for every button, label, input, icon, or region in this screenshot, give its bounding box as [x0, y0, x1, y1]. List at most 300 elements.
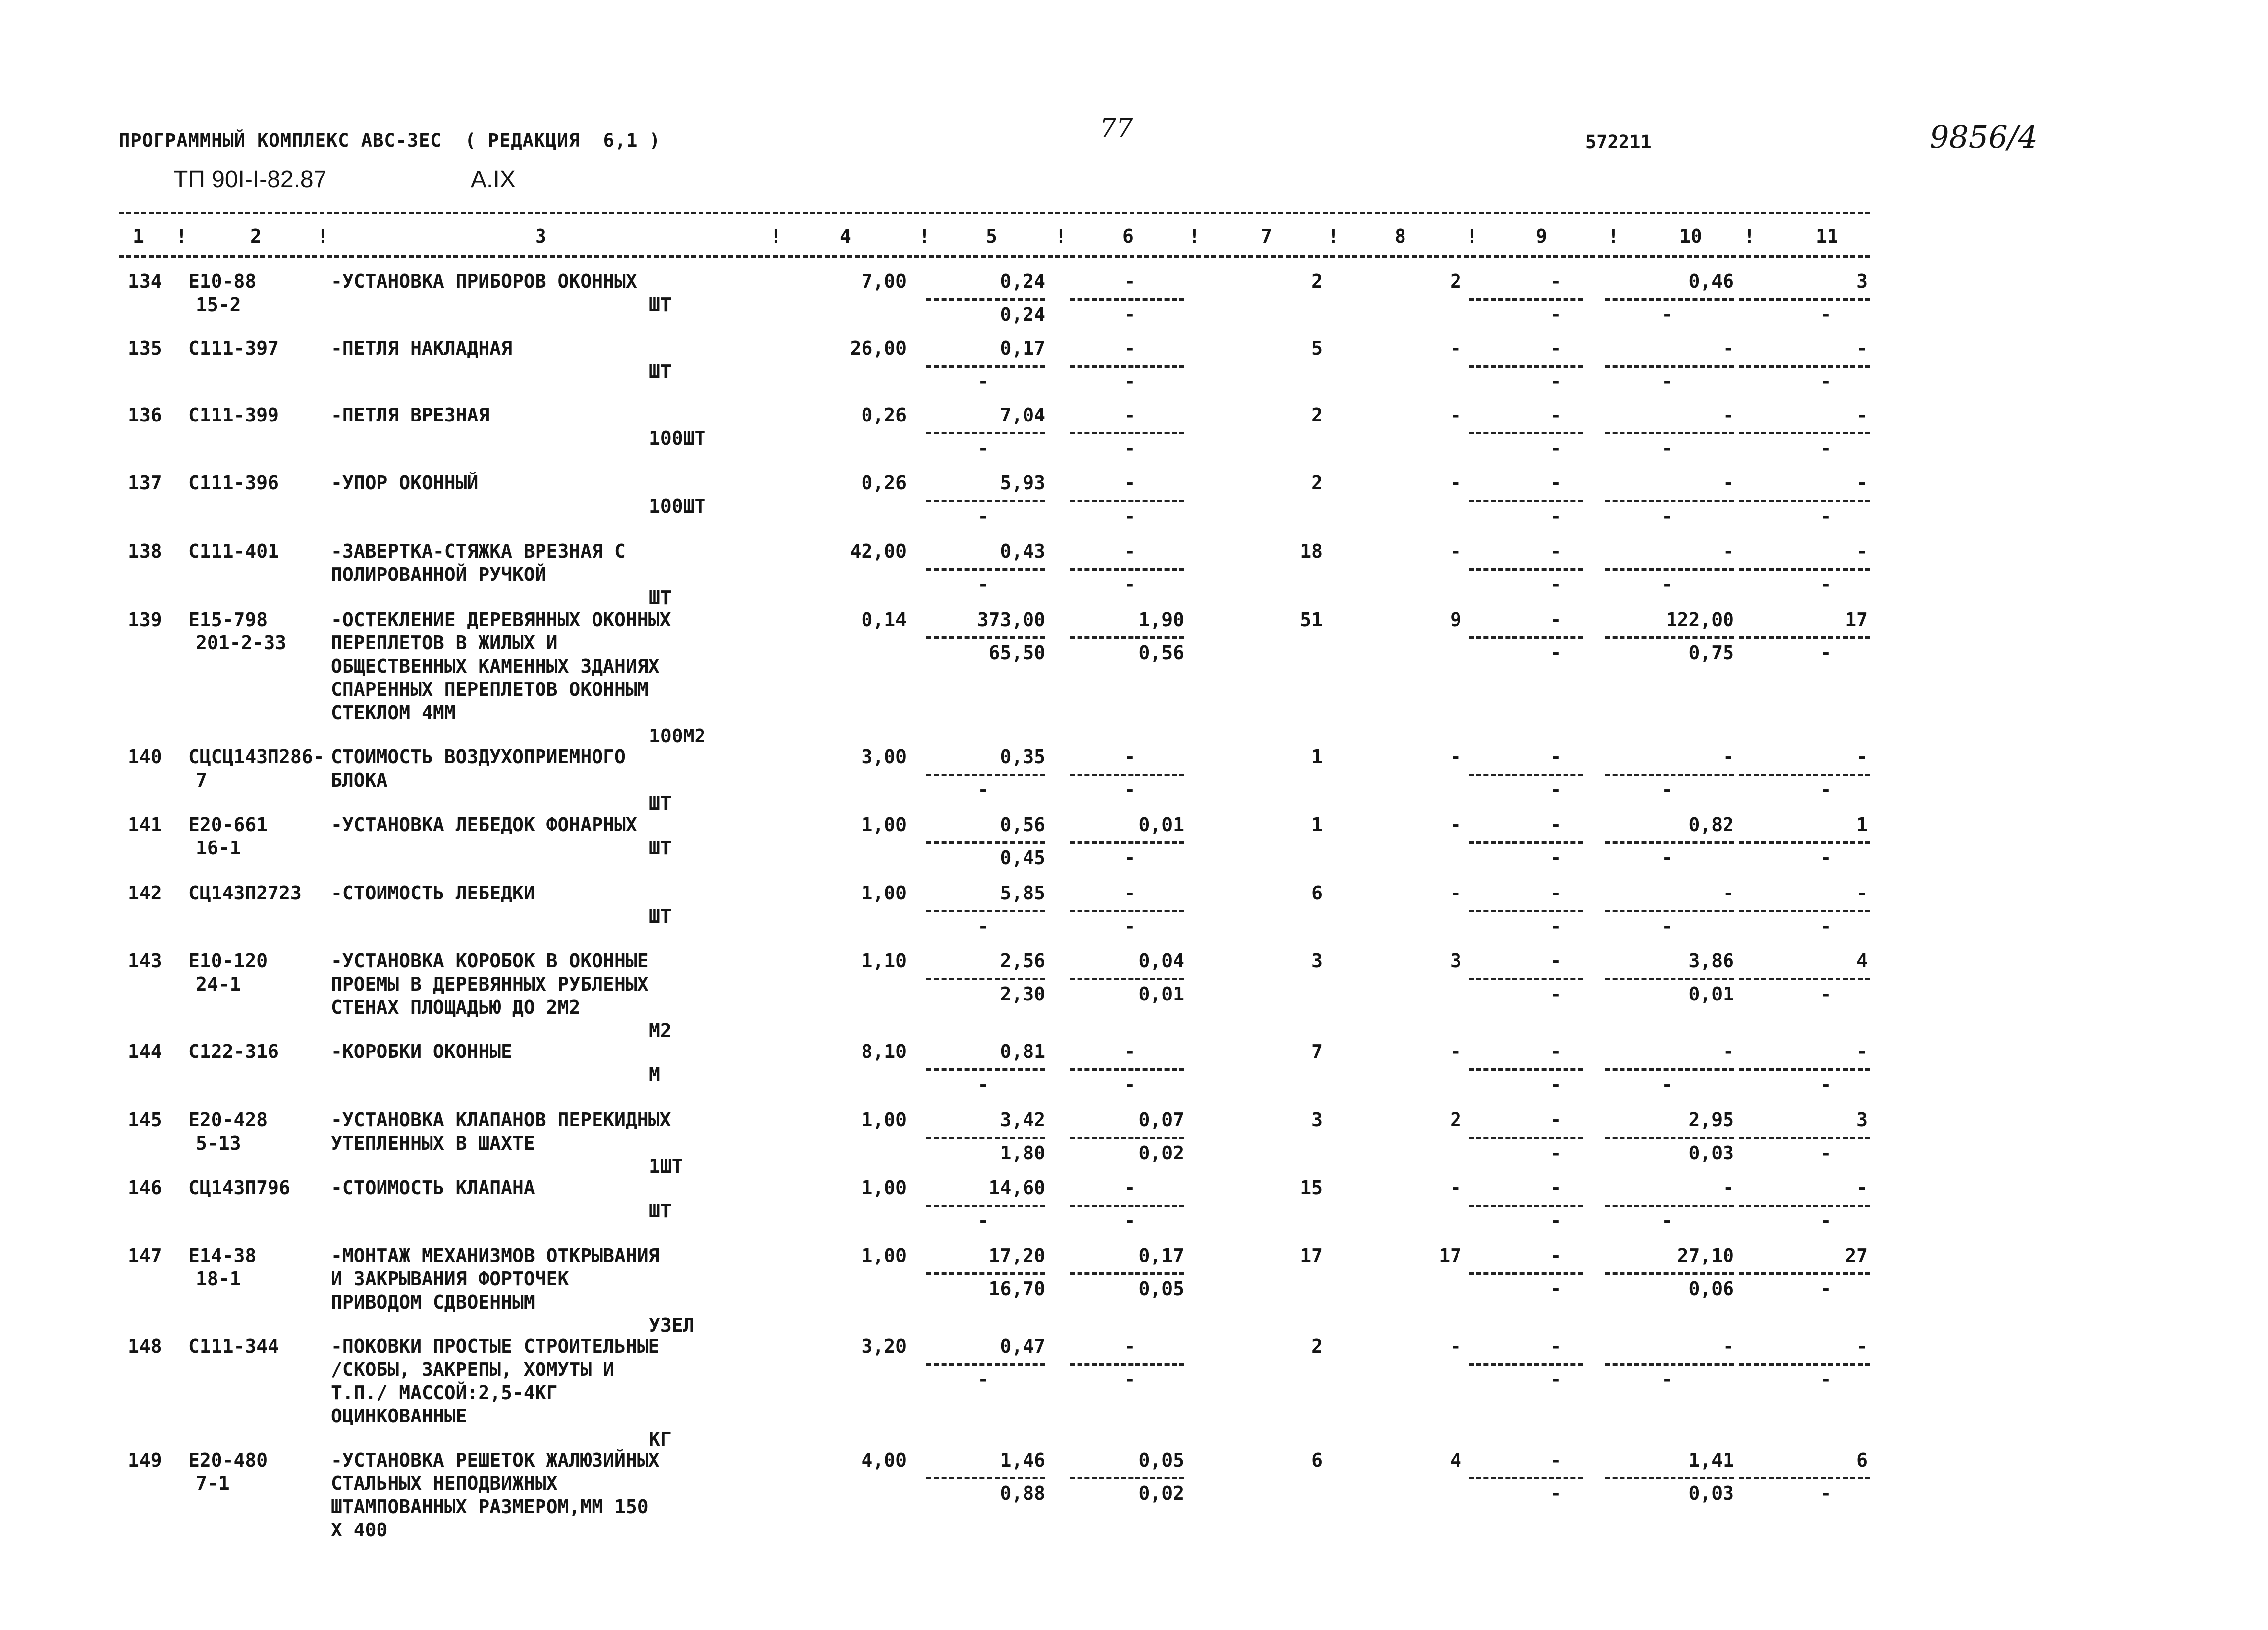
value-c10-bottom: 0,03 [1688, 1482, 1734, 1504]
value-c11-bottom: - [1820, 847, 1832, 869]
value-c6-bottom: 0,56 [1138, 642, 1184, 664]
value-c9-bottom: - [1550, 304, 1562, 325]
value-c6-top: - [1124, 270, 1135, 292]
value-c5-top: 0,56 [1000, 814, 1045, 836]
subtotal-underline [926, 910, 1045, 912]
value-c11-bottom: - [1820, 1142, 1832, 1164]
subtotal-underline [1469, 636, 1583, 639]
work-description: ШТАМПОВАННЫХ РАЗМЕРОМ,ММ 150 [331, 1496, 648, 1518]
rate-code: 7-1 [196, 1472, 230, 1494]
value-c7: 18 [1300, 540, 1323, 562]
value-c6-bottom: - [1124, 304, 1135, 325]
column-number: 7 [1261, 225, 1272, 247]
subtotal-underline [1469, 568, 1583, 571]
value-c7: 1 [1311, 814, 1323, 836]
subtotal-underline [1739, 636, 1870, 639]
value-c9-bottom: - [1550, 779, 1562, 801]
value-c11-bottom: - [1820, 779, 1832, 801]
subtotal-underline [1605, 1068, 1734, 1071]
row-number: 139 [128, 609, 162, 631]
value-c6-top: - [1124, 882, 1135, 904]
subtotal-underline [926, 1068, 1045, 1071]
column-number: 10 [1679, 225, 1702, 247]
value-c9-bottom: - [1550, 1142, 1562, 1164]
value-c7: 3 [1311, 1109, 1323, 1131]
value-c4: 1,00 [861, 1245, 907, 1266]
value-c9-bottom: - [1550, 847, 1562, 869]
value-c11-bottom: - [1820, 574, 1832, 595]
work-description: ПОЛИРОВАННОЙ РУЧКОЙ [331, 564, 546, 585]
subtotal-underline [1739, 1363, 1870, 1366]
unit-of-measure: 100ШТ [649, 427, 706, 449]
subtotal-underline [1605, 298, 1734, 301]
work-description: -УСТАНОВКА ЛЕБЕДОК ФОНАРНЫХ [331, 814, 637, 836]
value-c9-bottom: - [1550, 1210, 1562, 1232]
rate-code: Е14-38 [188, 1245, 257, 1266]
subtotal-underline [1070, 1137, 1184, 1139]
value-c9-bottom: - [1550, 1074, 1562, 1096]
value-c5-top: 1,46 [1000, 1449, 1045, 1471]
subtotal-underline [926, 365, 1045, 368]
value-c10-top: - [1723, 472, 1734, 494]
value-c9-bottom: - [1550, 1482, 1562, 1504]
subtotal-underline [1070, 298, 1184, 301]
subtotal-underline [1469, 1272, 1583, 1275]
subtotal-underline [1070, 910, 1184, 912]
subtotal-underline [1605, 365, 1734, 368]
value-c4: 1,10 [861, 950, 907, 972]
subtotal-underline [1070, 978, 1184, 980]
value-c11-bottom: - [1820, 983, 1832, 1005]
value-c7: 2 [1311, 404, 1323, 426]
subtotal-underline [1739, 365, 1870, 368]
table-top-rule [119, 212, 1870, 214]
value-c7: 2 [1311, 1335, 1323, 1357]
subtotal-underline [1739, 910, 1870, 912]
value-c7: 2 [1311, 472, 1323, 494]
value-c10-bottom: - [1661, 847, 1673, 869]
work-description: ПРИВОДОМ СДВОЕННЫМ [331, 1291, 535, 1313]
work-description: -УСТАНОВКА КОРОБОК В ОКОННЫЕ [331, 950, 648, 972]
value-c10-bottom: - [1661, 915, 1673, 937]
work-description: -СТОИМОСТЬ ЛЕБЕДКИ [331, 882, 535, 904]
value-c11-top: 1 [1856, 814, 1868, 836]
subtotal-underline [926, 1205, 1045, 1207]
rate-code: СЦСЦ143П286- [188, 746, 324, 768]
rate-code: 15-2 [196, 294, 241, 315]
value-c5-bottom: - [977, 1368, 989, 1390]
work-description: -ПЕТЛЯ ВРЕЗНАЯ [331, 404, 490, 426]
unit-of-measure: ШТ [649, 361, 672, 382]
subtotal-underline [1469, 1068, 1583, 1071]
value-c7: 6 [1311, 882, 1323, 904]
value-c10-bottom: - [1661, 505, 1673, 527]
row-number: 140 [128, 746, 162, 768]
value-c11-top: 3 [1856, 1109, 1868, 1131]
value-c11-top: 27 [1845, 1245, 1868, 1266]
work-description: СТЕНАХ ПЛОЩАДЬЮ ДО 2М2 [331, 997, 581, 1018]
rate-code: Е15-798 [188, 609, 268, 631]
value-c4: 1,00 [861, 1109, 907, 1131]
value-c4: 7,00 [861, 270, 907, 292]
value-c10-top: - [1723, 540, 1734, 562]
subtotal-underline [1469, 298, 1583, 301]
rate-code: 24-1 [196, 973, 241, 995]
work-description: И ЗАКРЫВАНИЯ ФОРТОЧЕК [331, 1268, 569, 1290]
value-c10-top: 122,00 [1666, 609, 1734, 631]
column-number: 11 [1816, 225, 1838, 247]
subtotal-underline [1469, 910, 1583, 912]
value-c9-top: - [1550, 1449, 1562, 1471]
column-separator: ! [1608, 225, 1619, 247]
value-c8: - [1450, 472, 1461, 494]
value-c11-top: 4 [1856, 950, 1868, 972]
value-c6-bottom: 0,01 [1138, 983, 1184, 1005]
column-separator: ! [1328, 225, 1339, 247]
subtotal-underline [1605, 910, 1734, 912]
value-c9-top: - [1550, 1109, 1562, 1131]
value-c5-top: 5,93 [1000, 472, 1045, 494]
value-c9-bottom: - [1550, 574, 1562, 595]
value-c10-top: - [1723, 1041, 1734, 1062]
subtotal-underline [926, 500, 1045, 502]
subtotal-underline [1739, 1477, 1870, 1479]
subtotal-underline [1605, 774, 1734, 776]
value-c6-bottom: - [1124, 915, 1135, 937]
value-c6-bottom: - [1124, 505, 1135, 527]
value-c6-bottom: 0,05 [1138, 1278, 1184, 1300]
subtotal-underline [1070, 365, 1184, 368]
value-c5-bottom: 0,88 [1000, 1482, 1045, 1504]
column-number: 3 [535, 225, 546, 247]
value-c9-bottom: - [1550, 1368, 1562, 1390]
value-c11-top: - [1856, 540, 1868, 562]
unit-of-measure: М2 [649, 1020, 672, 1042]
value-c8: - [1450, 814, 1461, 836]
value-c8: - [1450, 337, 1461, 359]
album-number: A.IX [471, 166, 516, 193]
subtotal-underline [1070, 1272, 1184, 1275]
value-c5-bottom: 2,30 [1000, 983, 1045, 1005]
value-c6-bottom: - [1124, 1074, 1135, 1096]
value-c9-top: - [1550, 1335, 1562, 1357]
rate-code: Е10-120 [188, 950, 268, 972]
value-c9-bottom: - [1550, 1278, 1562, 1300]
value-c5-top: 3,42 [1000, 1109, 1045, 1131]
value-c6-top: - [1124, 404, 1135, 426]
value-c10-top: - [1723, 404, 1734, 426]
value-c11-bottom: - [1820, 304, 1832, 325]
subtotal-underline [1469, 841, 1583, 844]
value-c11-top: - [1856, 882, 1868, 904]
unit-of-measure: ШТ [649, 837, 672, 859]
value-c8: 17 [1439, 1245, 1461, 1266]
value-c10-top: - [1723, 1177, 1734, 1199]
subtotal-underline [1070, 1068, 1184, 1071]
work-description: -МОНТАЖ МЕХАНИЗМОВ ОТКРЫВАНИЯ [331, 1245, 660, 1266]
work-description: ПЕРЕПЛЕТОВ В ЖИЛЫХ И [331, 632, 558, 654]
work-description: Т.П./ МАССОЙ:2,5-4КГ [331, 1382, 558, 1404]
subtotal-underline [1070, 1477, 1184, 1479]
unit-of-measure: КГ [649, 1428, 672, 1450]
value-c8: 9 [1450, 609, 1461, 631]
column-separator: ! [1466, 225, 1478, 247]
value-c7: 6 [1311, 1449, 1323, 1471]
value-c5-bottom: 0,45 [1000, 847, 1045, 869]
subtotal-underline [1070, 636, 1184, 639]
unit-of-measure: 100ШТ [649, 495, 706, 517]
column-number: 9 [1536, 225, 1547, 247]
work-description: -СТОИМОСТЬ КЛАПАНА [331, 1177, 535, 1199]
unit-of-measure: УЗЕЛ [649, 1315, 695, 1336]
subtotal-underline [926, 978, 1045, 980]
value-c9-bottom: - [1550, 437, 1562, 459]
rate-code: Е10-88 [188, 270, 257, 292]
value-c4: 42,00 [850, 540, 907, 562]
work-description: -ПЕТЛЯ НАКЛАДНАЯ [331, 337, 513, 359]
subtotal-underline [926, 568, 1045, 571]
column-number: 5 [986, 225, 997, 247]
value-c8: - [1450, 746, 1461, 768]
subtotal-underline [1739, 774, 1870, 776]
row-number: 135 [128, 337, 162, 359]
value-c5-top: 7,04 [1000, 404, 1045, 426]
row-number: 142 [128, 882, 162, 904]
value-c6-bottom: - [1124, 847, 1135, 869]
subtotal-underline [1605, 432, 1734, 434]
value-c7: 2 [1311, 270, 1323, 292]
value-c9-bottom: - [1550, 983, 1562, 1005]
subtotal-underline [1739, 568, 1870, 571]
rate-code: 7 [196, 769, 207, 791]
rate-code: С111-396 [188, 472, 279, 494]
value-c10-bottom: 0,01 [1688, 983, 1734, 1005]
subtotal-underline [926, 841, 1045, 844]
rate-code: 201-2-33 [196, 632, 287, 654]
value-c11-bottom: - [1820, 1074, 1832, 1096]
unit-of-measure: 100М2 [649, 725, 706, 747]
unit-of-measure: 1ШТ [649, 1156, 683, 1177]
rate-code: СЦ143П2723 [188, 882, 302, 904]
value-c5-top: 14,60 [988, 1177, 1045, 1199]
value-c7: 1 [1311, 746, 1323, 768]
row-number: 143 [128, 950, 162, 972]
value-c5-bottom: 0,24 [1000, 304, 1045, 325]
value-c6-bottom: - [1124, 437, 1135, 459]
value-c5-top: 0,35 [1000, 746, 1045, 768]
value-c5-top: 0,47 [1000, 1335, 1045, 1357]
value-c9-top: - [1550, 540, 1562, 562]
value-c5-bottom: - [977, 505, 989, 527]
value-c6-bottom: - [1124, 370, 1135, 392]
rate-code: С122-316 [188, 1041, 279, 1062]
subtotal-underline [1739, 1272, 1870, 1275]
value-c9-bottom: - [1550, 505, 1562, 527]
value-c5-top: 0,24 [1000, 270, 1045, 292]
row-number: 149 [128, 1449, 162, 1471]
value-c11-top: - [1856, 1177, 1868, 1199]
rate-code: 5-13 [196, 1132, 241, 1154]
subtotal-underline [1469, 1137, 1583, 1139]
value-c5-bottom: - [977, 915, 989, 937]
row-number: 141 [128, 814, 162, 836]
value-c7: 15 [1300, 1177, 1323, 1199]
work-description: -ЗАВЕРТКА-СТЯЖКА ВРЕЗНАЯ С [331, 540, 626, 562]
value-c11-top: - [1856, 746, 1868, 768]
work-description: СПАРЕННЫХ ПЕРЕПЛЕТОВ ОКОННЫМ [331, 679, 648, 700]
column-separator: ! [919, 225, 930, 247]
value-c8: 2 [1450, 270, 1461, 292]
handwritten-reference: 9856/4 [1930, 119, 2038, 155]
subtotal-underline [1605, 841, 1734, 844]
value-c6-top: - [1124, 472, 1135, 494]
value-c6-bottom: - [1124, 1210, 1135, 1232]
value-c6-bottom: 0,02 [1138, 1142, 1184, 1164]
value-c8: - [1450, 1041, 1461, 1062]
column-number: 2 [250, 225, 262, 247]
value-c6-bottom: - [1124, 574, 1135, 595]
value-c9-top: - [1550, 609, 1562, 631]
work-description: СТАЛЬНЫХ НЕПОДВИЖНЫХ [331, 1472, 558, 1494]
value-c11-top: 17 [1845, 609, 1868, 631]
subtotal-underline [1605, 978, 1734, 980]
value-c11-bottom: - [1820, 505, 1832, 527]
value-c9-top: - [1550, 1245, 1562, 1266]
subtotal-underline [1070, 774, 1184, 776]
value-c6-bottom: - [1124, 1368, 1135, 1390]
subtotal-underline [1605, 636, 1734, 639]
value-c6-top: - [1124, 1335, 1135, 1357]
column-separator: ! [770, 225, 782, 247]
subtotal-underline [1605, 1477, 1734, 1479]
value-c6-top: 0,04 [1138, 950, 1184, 972]
value-c4: 1,00 [861, 1177, 907, 1199]
value-c9-top: - [1550, 472, 1562, 494]
value-c5-bottom: 1,80 [1000, 1142, 1045, 1164]
work-description: БЛОКА [331, 769, 388, 791]
rate-code: 16-1 [196, 837, 241, 859]
row-number: 136 [128, 404, 162, 426]
value-c7: 5 [1311, 337, 1323, 359]
subtotal-underline [926, 636, 1045, 639]
column-number: 6 [1122, 225, 1134, 247]
subtotal-underline [1605, 568, 1734, 571]
value-c9-top: - [1550, 746, 1562, 768]
value-c6-top: 0,07 [1138, 1109, 1184, 1131]
value-c5-bottom: - [977, 779, 989, 801]
rate-code: С111-344 [188, 1335, 279, 1357]
work-description: ОЦИНКОВАННЫЕ [331, 1405, 467, 1427]
subtotal-underline [1605, 1363, 1734, 1366]
subtotal-underline [926, 432, 1045, 434]
value-c10-top: 0,82 [1688, 814, 1734, 836]
subtotal-underline [926, 774, 1045, 776]
value-c11-bottom: - [1820, 1368, 1832, 1390]
work-description: -УСТАНОВКА ПРИБОРОВ ОКОННЫХ [331, 270, 637, 292]
value-c11-bottom: - [1820, 1278, 1832, 1300]
value-c10-top: 3,86 [1688, 950, 1734, 972]
value-c5-bottom: - [977, 1210, 989, 1232]
program-title: ПРОГРАММНЫЙ КОМПЛЕКС АВС-ЗЕС ( РЕДАКЦИЯ 6,1 ) [119, 130, 661, 151]
value-c9-top: - [1550, 270, 1562, 292]
value-c10-bottom: - [1661, 437, 1673, 459]
value-c8: - [1450, 404, 1461, 426]
row-number: 147 [128, 1245, 162, 1266]
unit-of-measure: ШТ [649, 1200, 672, 1222]
work-description: -УСТАНОВКА КЛАПАНОВ ПЕРЕКИДНЫХ [331, 1109, 671, 1131]
row-number: 137 [128, 472, 162, 494]
work-description: -УПОР ОКОННЫЙ [331, 472, 479, 494]
program-code: 572211 [1585, 131, 1652, 153]
subtotal-underline [1469, 1205, 1583, 1207]
row-number: 148 [128, 1335, 162, 1357]
column-number: 8 [1395, 225, 1406, 247]
value-c8: 3 [1450, 950, 1461, 972]
value-c6-top: 0,17 [1138, 1245, 1184, 1266]
value-c4: 8,10 [861, 1041, 907, 1062]
value-c11-bottom: - [1820, 642, 1832, 664]
work-description: СТЕКЛОМ 4ММ [331, 702, 456, 724]
value-c5-bottom: - [977, 1074, 989, 1096]
subtotal-underline [1605, 500, 1734, 502]
value-c4: 0,14 [861, 609, 907, 631]
value-c8: - [1450, 540, 1461, 562]
rate-code: СЦ143П796 [188, 1177, 290, 1199]
row-number: 138 [128, 540, 162, 562]
value-c11-bottom: - [1820, 1482, 1832, 1504]
subtotal-underline [1469, 432, 1583, 434]
value-c9-top: - [1550, 1041, 1562, 1062]
value-c9-top: - [1550, 404, 1562, 426]
value-c11-bottom: - [1820, 1210, 1832, 1232]
value-c5-bottom: 16,70 [988, 1278, 1045, 1300]
column-separator: ! [317, 225, 328, 247]
value-c11-top: 6 [1856, 1449, 1868, 1471]
value-c8: - [1450, 882, 1461, 904]
row-number: 134 [128, 270, 162, 292]
value-c6-bottom: 0,02 [1138, 1482, 1184, 1504]
subtotal-underline [1605, 1272, 1734, 1275]
work-description: /СКОБЫ, ЗАКРЕПЫ, ХОМУТЫ И [331, 1359, 614, 1380]
subtotal-underline [1469, 774, 1583, 776]
subtotal-underline [1469, 500, 1583, 502]
value-c4: 1,00 [861, 814, 907, 836]
value-c10-top: - [1723, 746, 1734, 768]
subtotal-underline [926, 1137, 1045, 1139]
work-description: СТОИМОСТЬ ВОЗДУХОПРИЕМНОГО [331, 746, 626, 768]
subtotal-underline [1739, 1137, 1870, 1139]
value-c10-top: - [1723, 337, 1734, 359]
value-c10-top: 0,46 [1688, 270, 1734, 292]
value-c5-bottom: - [977, 370, 989, 392]
value-c5-top: 0,43 [1000, 540, 1045, 562]
value-c11-top: - [1856, 472, 1868, 494]
value-c4: 0,26 [861, 472, 907, 494]
value-c7: 7 [1311, 1041, 1323, 1062]
column-number: 1 [133, 225, 144, 247]
value-c9-top: - [1550, 814, 1562, 836]
value-c6-top: - [1124, 746, 1135, 768]
value-c8: - [1450, 1177, 1461, 1199]
subtotal-underline [926, 1272, 1045, 1275]
value-c6-top: - [1124, 540, 1135, 562]
value-c9-bottom: - [1550, 370, 1562, 392]
subtotal-underline [926, 1477, 1045, 1479]
value-c6-bottom: - [1124, 779, 1135, 801]
subtotal-underline [1070, 1363, 1184, 1366]
value-c5-top: 17,20 [988, 1245, 1045, 1266]
value-c10-top: - [1723, 1335, 1734, 1357]
